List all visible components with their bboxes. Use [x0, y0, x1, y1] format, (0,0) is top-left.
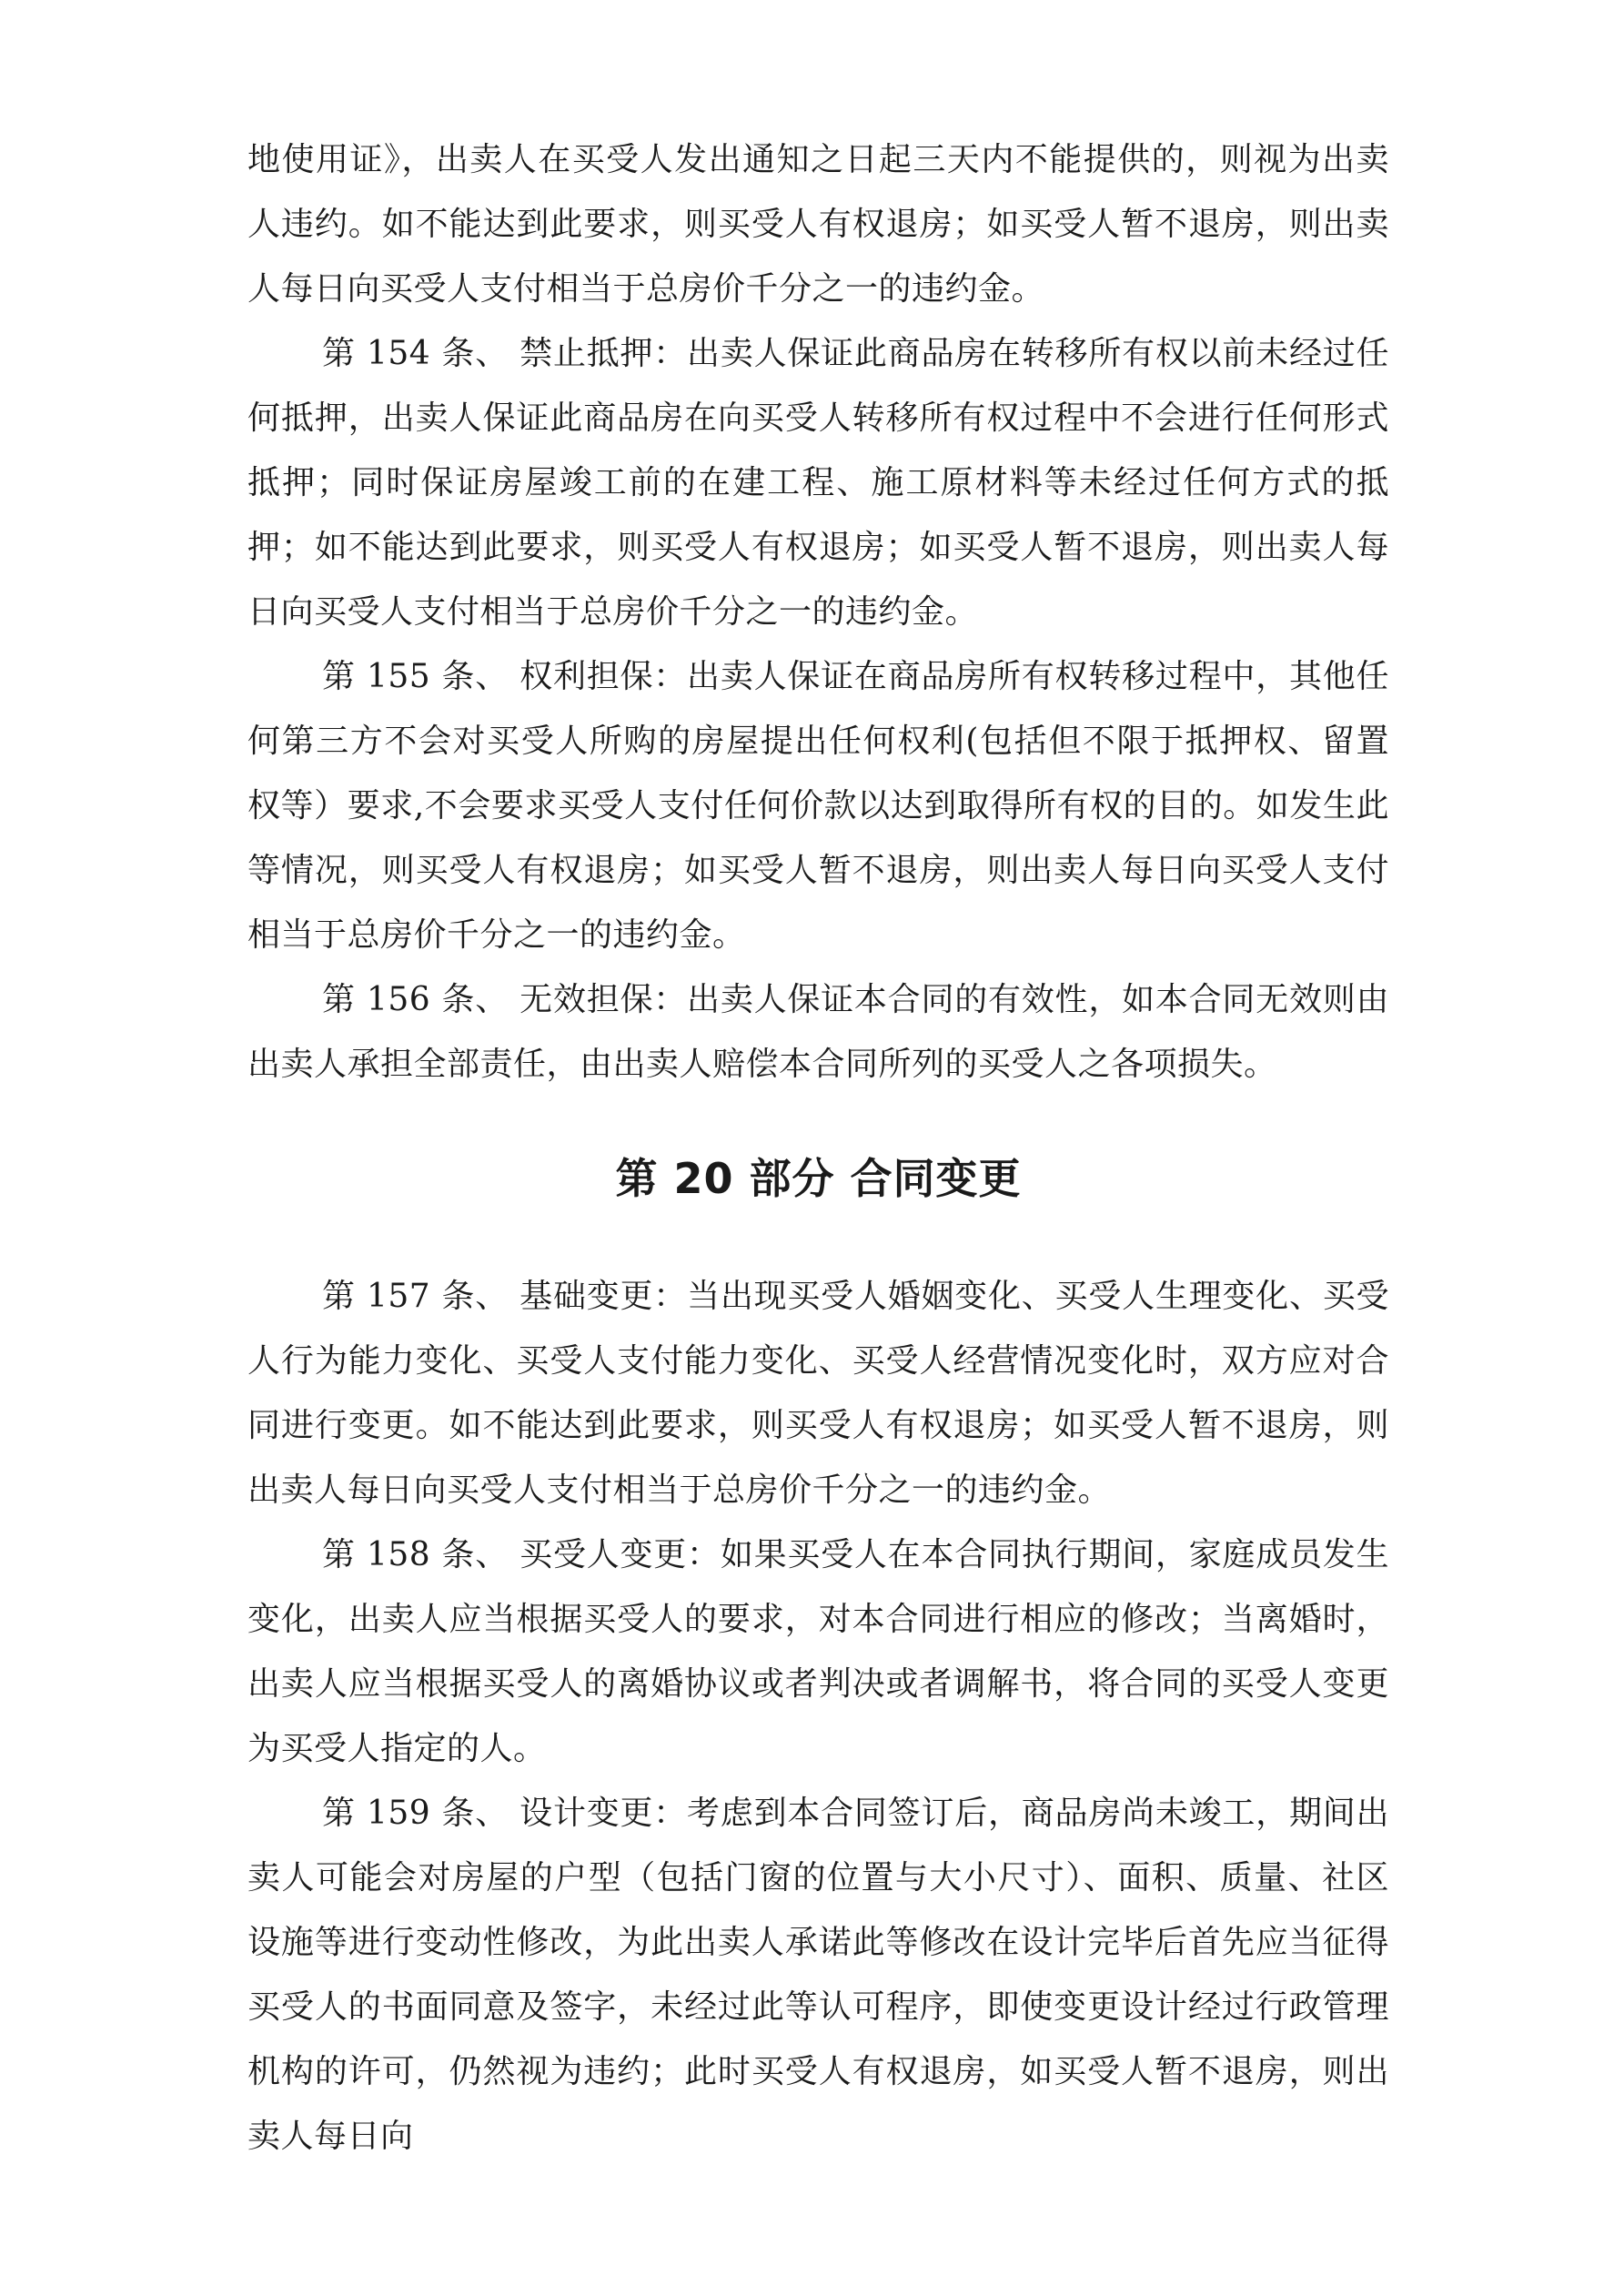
paragraph-article-154: 第 154 条、 禁止抵押：出卖人保证此商品房在转移所有权以前未经过任何抵押，出卖人保证此商品房在向买受人转移所有权过程中不会进行任何形式抵押；同时保证房屋竣工前的在建工程、施工原材料等未经过任何方式的抵押；如不能达到此要求，则买受人有权退房；如买受人暂不退房，则出卖人每日向买受人支付相当于总房价千分之一的违约金。 [247, 335, 1389, 631]
paragraph-article-157: 第 157 条、 基础变更：当出现买受人婚姻变化、买受人生理变化、买受人行为能力变化、买受人支付能力变化、买受人经营情况变化时，双方应对合同进行变更。如不能达到此要求，则买受人有权退房；如买受人暂不退房，则出卖人每日向买受人支付相当于总房价千分之一的违约金。 [247, 1278, 1389, 1509]
paragraph-article-155: 第 155 条、 权利担保：出卖人保证在商品房所有权转移过程中，其他任何第三方不会对买受人所购的房屋提出任何权利(包括但不限于抵押权、留置权等）要求,不会要求买受人支付任何价款以达到取得所有权的目的。如发生此等情况，则买受人有权退房；如买受人暂不退房，则出卖人每日向买受人支付相当于总房价千分之一的违约金。 [247, 658, 1389, 954]
document-page [247, 127, 1389, 2169]
paragraph-land-use-certificate: 地使用证》，出卖人在买受人发出通知之日起三天内不能提供的，则视为出卖人违约。如不能达到此要求，则买受人有权退房；如买受人暂不退房，则出卖人每日向买受人支付相当于总房价千分之一的违约金。 [247, 141, 1389, 308]
paragraph-article-159: 第 159 条、 设计变更：考虑到本合同签订后，商品房尚未竣工，期间出卖人可能会对房屋的户型（包括门窗的位置与大小尺寸）、面积、质量、社区设施等进行变动性修改，为此出卖人承诺此等修改在设计完毕后首先应当征得买受人的书面同意及签字，未经过此等认可程序，即使变更设计经过行政管理机构的许可，仍然视为违约；此时买受人有权退房，如买受人暂不退房，则出卖人每日向 [247, 1795, 1389, 2155]
paragraph-article-156: 第 156 条、 无效担保：出卖人保证本合同的有效性，如本合同无效则由出卖人承担全部责任，由出卖人赔偿本合同所列的买受人之各项损失。 [247, 981, 1389, 1083]
paragraph-article-158: 第 158 条、 买受人变更：如果买受人在本合同执行期间，家庭成员发生变化，出卖人应当根据买受人的要求，对本合同进行相应的修改；当离婚时，出卖人应当根据买受人的离婚协议或者判决或者调解书，将合同的买受人变更为买受人指定的人。 [247, 1536, 1389, 1767]
section-heading: 第 20 部分 合同变更 [615, 1154, 1022, 1203]
